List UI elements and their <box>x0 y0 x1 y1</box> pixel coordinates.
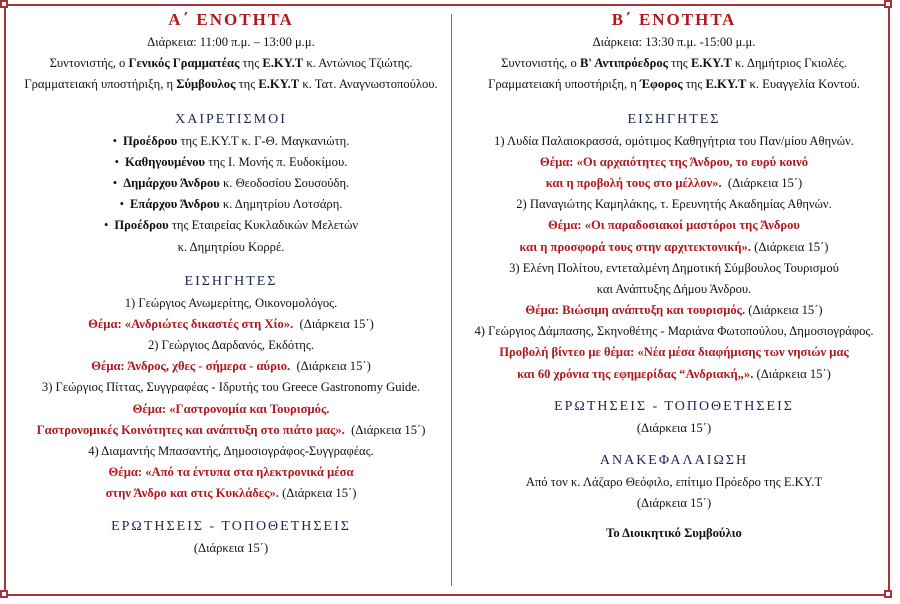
speaker-b3-line2: και Ανάπτυξης Δήμου Άνδρου. <box>596 281 752 296</box>
greeting-item-continued: κ. Δημητρίου Κορρέ. <box>177 239 285 254</box>
greeting-item: • Επάρχου Άνδρου κ. Δημητρίου Λοτσάρη. <box>14 194 448 215</box>
summary-duration: (Διάρκεια 15΄) <box>636 496 712 511</box>
speakers-heading-a: ΕΙΣΗΓΗΤΕΣ <box>184 273 278 289</box>
board-signature: Το Διοικητικό Συμβούλιο <box>606 526 742 541</box>
qa-duration-b: (Διάρκεια 15΄) <box>636 420 712 435</box>
speaker-a4: 4) Διαμαντής Μπασαντής, Δημοσιογράφος-Συγγραφέας. <box>88 444 374 458</box>
topic-a2: Θέμα: Άνδρος, χθες - σήμερα - αύριο. (Διάρκεια 15΄) <box>91 359 371 374</box>
section-a-secretary: Γραμματειακή υποστήριξη, η Σύμβουλος της Ε.ΚΥ.Τ κ. Τατ. Αναγνωστοπούλου. <box>24 77 438 92</box>
greetings-heading: ΧΑΙΡΕΤΙΣΜΟΙ <box>175 111 287 127</box>
section-b-title: Β΄ ΕΝΟΤΗΤΑ <box>611 10 737 29</box>
topic-a4-line1: Θέμα: «Από τα έντυπα στα ηλεκτρονικά μέσα <box>108 465 354 480</box>
speakers-heading-b: ΕΙΣΗΓΗΤΕΣ <box>627 111 721 127</box>
corner-ornament <box>0 590 8 598</box>
speaker-b3-line1: 3) Ελένη Πολίτου, εντεταλμένη Δημοτική Σύμβουλος Τουρισμού <box>509 260 839 275</box>
greeting-item: • Προέδρου της Ε.ΚΥ.Τ κ. Γ-Θ. Μαγκανιώτη. <box>14 131 448 152</box>
section-b-column <box>456 8 892 545</box>
speaker-b1: 1) Λυδία Παλαιοκρασσά, ομότιμος Καθηγήτρια του Παν/μίου Αθηνών. <box>494 133 854 148</box>
qa-heading-a: ΕΡΩΤΗΣΕΙΣ - ΤΟΠΟΘΕΤΗΣΕΙΣ <box>111 518 351 534</box>
section-a-duration: Διάρκεια: 11:00 π.μ. – 13:00 μ.μ. <box>147 35 315 49</box>
section-b-secretary: Γραμματειακή υποστήριξη, η Έφορος της Ε.ΚΥ.Τ κ. Ευαγγελία Κοντού. <box>488 77 860 92</box>
topic-b3: Θέμα: Βιώσιμη ανάπτυξη και τουρισμός. (Διάρκεια 15΄) <box>525 303 823 318</box>
topic-b2-line2: και η προσφορά τους στην αρχιτεκτονική». (Διάρκεια 15΄) <box>519 239 829 254</box>
speaker-b4: 4) Γεώργιος Δάμπασης, Σκηνοθέτης - Μαριάνα Φωτοπούλου, Δημοσιογράφος. <box>474 324 874 339</box>
summary-heading: ΑΝΑΚΕΦΑΛΑΙΩΣΗ <box>599 453 749 468</box>
corner-ornament <box>0 0 8 8</box>
qa-heading-b: ΕΡΩΤΗΣΕΙΣ - ΤΟΠΟΘΕΤΗΣΕΙΣ <box>554 398 794 414</box>
topic-a1: Θέμα: «Ανδριώτες δικαστές στη Χίο». (Διάρκεια 15΄) <box>88 316 374 331</box>
speaker-a3: 3) Γεώργιος Πίττας, Συγγραφέας - Ιδρυτής του Greece Gastronomy Guide. <box>41 380 421 395</box>
section-b-coordinator: Συντονιστής, ο Β' Αντιπρόεδρος της Ε.ΚΥ.Τ κ. Δημήτριος Γκιολές. <box>501 56 847 71</box>
topic-a3-line1: Θέμα: «Γαστρονομία και Τουρισμός. <box>132 401 330 416</box>
section-a-column <box>14 8 448 559</box>
speaker-b2: 2) Παναγιώτης Καμηλάκης, τ. Ερευνητής Ακαδημίας Αθηνών. <box>516 197 832 212</box>
topic-b1-line2: και η προβολή τους στο μέλλον». (Διάρκεια 15΄) <box>545 175 803 190</box>
topic-b2-line1: Θέμα: «Οι παραδοσιακοί μαστόροι της Άνδρου <box>548 218 800 233</box>
column-divider <box>451 14 452 586</box>
topic-b4-line1: Προβολή βίντεο με θέμα: «Νέα μέσα διαφήμισης των νησιών μας <box>499 345 849 360</box>
speaker-a2: 2) Γεώργιος Δαρδανός, Εκδότης. <box>147 338 315 353</box>
topic-b4-line2: και 60 χρόνια της εφημερίδας “Ανδριακή„». (Διάρκεια 15΄) <box>517 366 831 381</box>
topic-a3-line2: Γαστρονομικές Κοινότητες και ανάπτυξη στο πιάτο μας». (Διάρκεια 15΄) <box>36 422 426 437</box>
topic-b1-line1: Θέμα: «Οι αρχαιότητες της Άνδρου, το ευρύ κοινό <box>539 154 809 169</box>
greeting-item: • Δημάρχου Άνδρου κ. Θεοδοσίου Σουσούδη. <box>14 173 448 194</box>
section-b-duration: Διάρκεια: 13:30 π.μ. -15:00 μ.μ. <box>592 35 756 49</box>
greeting-item: • Προέδρου της Εταιρείας Κυκλαδικών Μελετών <box>14 215 448 236</box>
greeting-item: • Καθηγουμένου της Ι. Μονής π. Ευδοκίμου. <box>14 152 448 173</box>
section-a-title: Α΄ ΕΝΟΤΗΤΑ <box>168 10 294 29</box>
speaker-a1: 1) Γεώργιος Ανωμερίτης, Οικονομολόγος. <box>124 295 338 310</box>
corner-ornament <box>884 0 892 8</box>
qa-duration-a: (Διάρκεια 15΄) <box>193 540 269 555</box>
corner-ornament <box>884 590 892 598</box>
topic-a4-line2: στην Άνδρο και στις Κυκλάδες». (Διάρκεια 15΄) <box>105 486 357 501</box>
section-a-coordinator: Συντονιστής, ο Γενικός Γραμματέας της Ε.ΚΥ.Τ κ. Αντώνιος Τζιώτης. <box>49 56 413 71</box>
summary-text: Από τον κ. Λάζαρο Θεόφιλο, επίτιμο Πρόεδρο της Ε.ΚΥ.Τ <box>525 475 823 489</box>
